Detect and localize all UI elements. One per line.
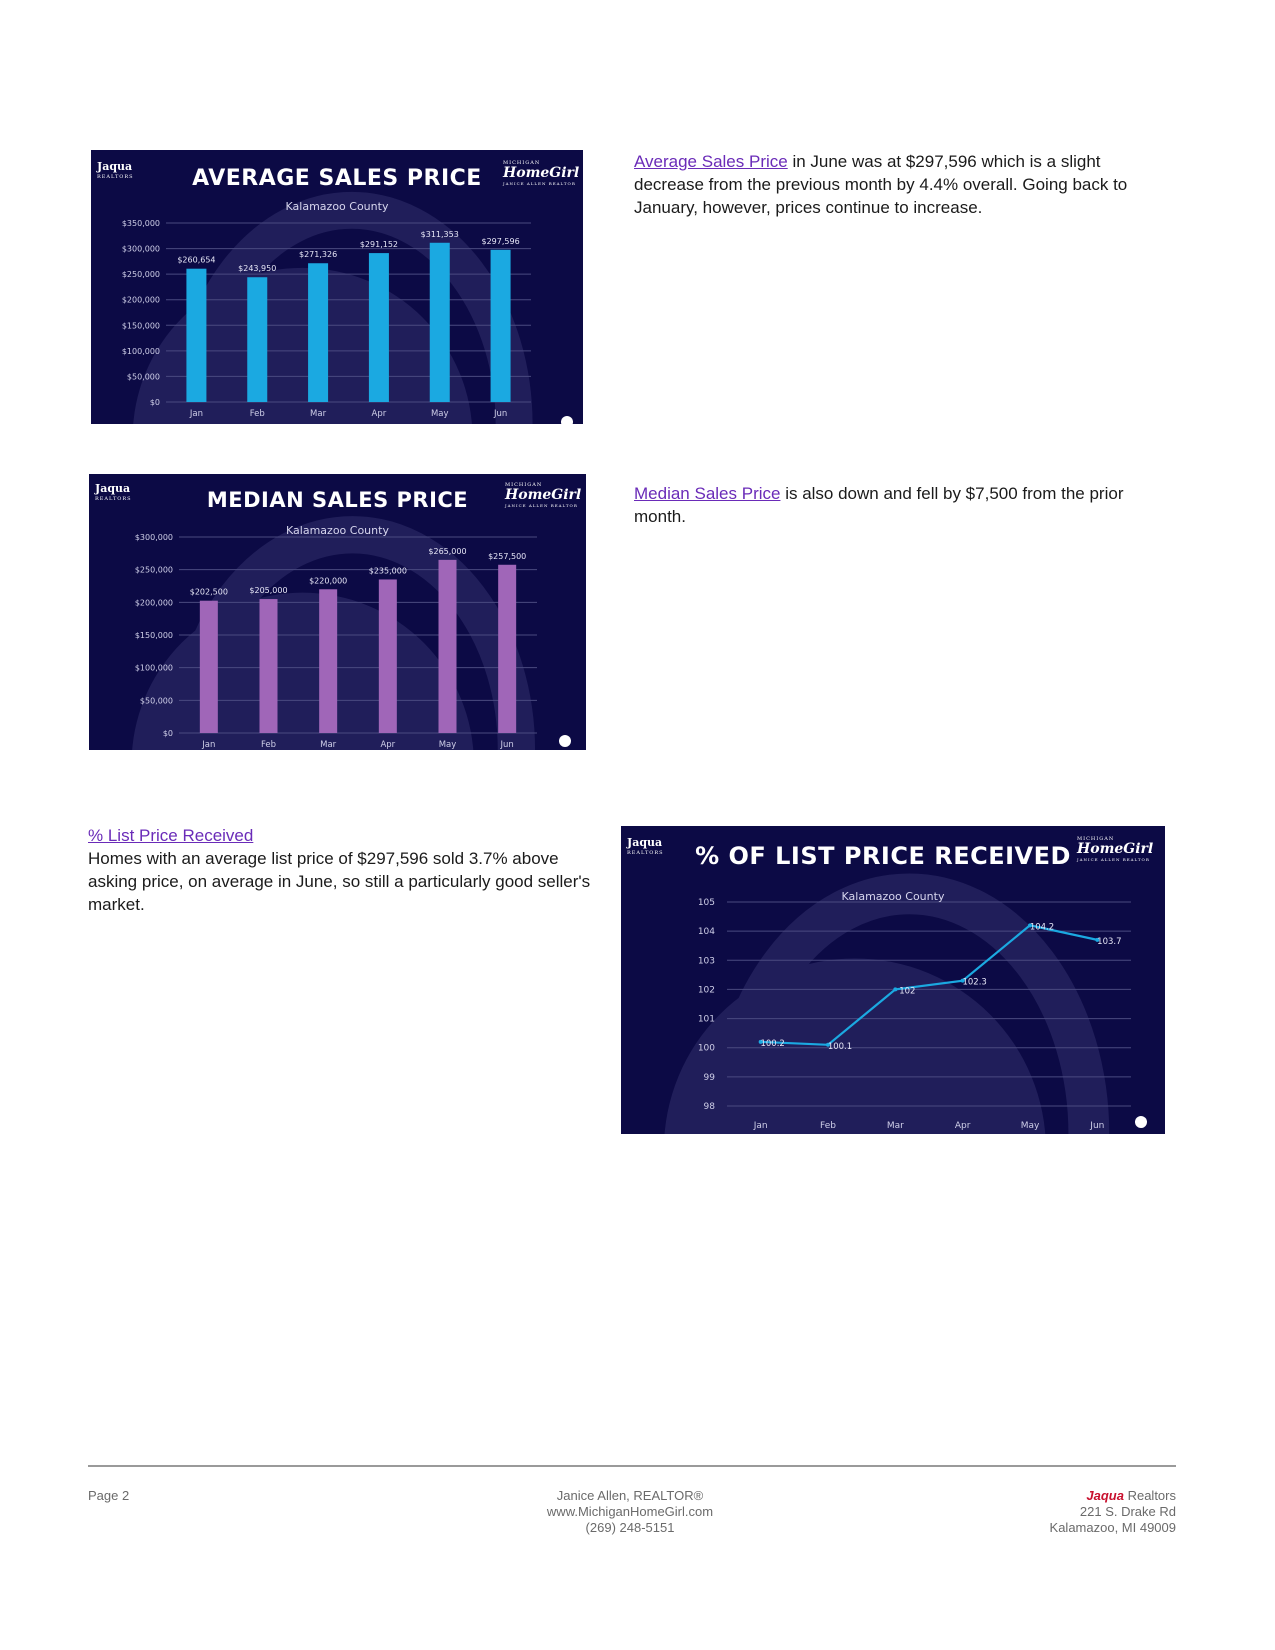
chart-subtitle: Kalamazoo County bbox=[841, 890, 945, 903]
footer-divider bbox=[88, 1465, 1176, 1467]
bar bbox=[498, 565, 516, 733]
data-label: $257,500 bbox=[488, 551, 527, 561]
y-tick-label: $300,000 bbox=[134, 533, 173, 542]
data-label: 100.2 bbox=[760, 1038, 785, 1049]
x-tick-label: Jan bbox=[753, 1121, 768, 1131]
y-tick-label: $50,000 bbox=[126, 372, 160, 382]
bar bbox=[430, 243, 450, 402]
y-tick-label: $50,000 bbox=[139, 696, 173, 706]
average-sales-price-link[interactable]: Average Sales Price bbox=[634, 152, 788, 171]
data-label: 100.1 bbox=[827, 1041, 853, 1052]
list-price-received-link[interactable]: % List Price Received bbox=[88, 826, 254, 845]
bar bbox=[247, 277, 267, 402]
x-tick-label: Jun bbox=[493, 409, 508, 419]
y-tick-label: 103 bbox=[697, 956, 715, 967]
chart-title: MEDIAN SALES PRICE bbox=[206, 488, 469, 512]
y-tick-label: 99 bbox=[703, 1072, 715, 1083]
chart-title: % OF LIST PRICE RECEIVED bbox=[695, 842, 1071, 870]
x-tick-label: Jan bbox=[189, 409, 203, 419]
y-tick-label: 105 bbox=[697, 898, 715, 908]
slide-indicator-dot bbox=[559, 735, 571, 747]
y-tick-label: $100,000 bbox=[134, 663, 173, 673]
data-label: 102 bbox=[899, 986, 916, 997]
x-tick-label: Feb bbox=[260, 740, 277, 750]
office-street: 221 S. Drake Rd bbox=[1079, 1504, 1176, 1519]
chart-subtitle: Kalamazoo County bbox=[285, 200, 389, 213]
data-label: $271,326 bbox=[298, 250, 338, 260]
x-tick-label: Mar bbox=[886, 1121, 904, 1131]
data-label: $243,950 bbox=[238, 264, 277, 274]
list-price-received-text: Homes with an average list price of $297,596 sold 3.7% above asking price, on average in June, so still a particularly good seller's market. bbox=[88, 849, 591, 914]
bar bbox=[260, 599, 278, 733]
y-tick-label: $350,000 bbox=[121, 219, 160, 228]
bar bbox=[308, 263, 328, 402]
list-price-received-chart bbox=[621, 826, 1165, 1134]
y-tick-label: $200,000 bbox=[121, 295, 160, 305]
bar bbox=[439, 560, 457, 733]
median-sales-price-text: is also down and fell by $7,500 from the prior month. bbox=[634, 484, 1124, 526]
data-label: $291,152 bbox=[359, 240, 399, 250]
x-tick-label: Jan bbox=[202, 740, 216, 750]
average-sales-price-paragraph bbox=[634, 150, 1174, 219]
chart-title: AVERAGE SALES PRICE bbox=[192, 166, 482, 191]
office-city: Kalamazoo, MI 49009 bbox=[1049, 1520, 1176, 1535]
y-tick-label: $100,000 bbox=[121, 346, 160, 356]
list-price-received-paragraph bbox=[88, 824, 608, 916]
y-tick-label: $200,000 bbox=[134, 598, 173, 608]
x-tick-label: Apr bbox=[954, 1121, 971, 1131]
data-label: $297,596 bbox=[481, 236, 520, 246]
homegirl-logo: MICHIGAN HomeGirl JANICE ALLEN REALTOR bbox=[505, 482, 582, 508]
x-tick-label: Feb bbox=[249, 409, 265, 419]
bar bbox=[369, 253, 389, 402]
bar bbox=[200, 601, 218, 733]
median-sales-price-paragraph bbox=[634, 482, 1174, 528]
data-label: $265,000 bbox=[428, 546, 467, 556]
x-tick-label: May bbox=[430, 409, 449, 419]
footer-office-info bbox=[966, 1488, 1176, 1536]
y-tick-label: $250,000 bbox=[121, 270, 160, 280]
data-point bbox=[893, 987, 897, 991]
y-tick-label: 104 bbox=[697, 927, 715, 938]
x-tick-label: Mar bbox=[310, 409, 327, 419]
x-tick-label: Jun bbox=[500, 740, 514, 750]
jaqua-logo: Jaqua REALTORS bbox=[97, 160, 134, 180]
y-tick-label: 102 bbox=[697, 985, 715, 996]
slide-indicator-dot bbox=[1135, 1116, 1147, 1128]
average-sales-price-text: in June was at $297,596 which is a slight decrease from the previous month by 4.4% overall. Going back to January, however, prices continue to increase. bbox=[634, 152, 1128, 217]
x-tick-label: Jun bbox=[1090, 1121, 1105, 1131]
y-tick-label: $150,000 bbox=[134, 631, 173, 640]
data-label: 103.7 bbox=[1097, 936, 1122, 947]
bar bbox=[319, 589, 337, 733]
y-tick-label: $0 bbox=[162, 729, 173, 738]
slide-indicator-dot bbox=[561, 416, 573, 424]
x-tick-label: May bbox=[438, 740, 457, 750]
median-sales-price-link[interactable]: Median Sales Price bbox=[634, 484, 781, 503]
agent-website: www.MichiganHomeGirl.com bbox=[546, 1504, 714, 1519]
x-tick-label: Apr bbox=[371, 409, 387, 419]
x-tick-label: May bbox=[1020, 1121, 1040, 1131]
data-label: 104.2 bbox=[1029, 922, 1055, 933]
homegirl-logo: MICHIGAN HomeGirl JANICE ALLEN REALTOR bbox=[503, 160, 580, 186]
chart-subtitle: Kalamazoo County bbox=[286, 524, 389, 537]
data-label: $205,000 bbox=[249, 586, 288, 596]
jaqua-logo: Jaqua REALTORS bbox=[627, 836, 664, 856]
homegirl-logo: MICHIGAN HomeGirl JANICE ALLEN REALTOR bbox=[1077, 836, 1154, 862]
data-label: $311,353 bbox=[420, 229, 459, 239]
bar bbox=[186, 269, 206, 402]
y-tick-label: $300,000 bbox=[121, 244, 160, 254]
bar bbox=[491, 250, 511, 402]
office-name: Jaqua Realtors bbox=[1086, 1488, 1176, 1503]
footer-page-number: Page 2 bbox=[88, 1488, 130, 1503]
jaqua-logo: Jaqua REALTORS bbox=[95, 482, 132, 502]
y-tick-label: 98 bbox=[703, 1102, 715, 1112]
median-sales-price-chart bbox=[89, 474, 586, 750]
y-tick-label: $250,000 bbox=[134, 565, 173, 575]
data-label: $235,000 bbox=[368, 566, 407, 576]
x-tick-label: Mar bbox=[320, 740, 337, 750]
y-tick-label: 100 bbox=[697, 1043, 715, 1054]
data-label: $260,654 bbox=[177, 255, 216, 265]
average-sales-price-chart bbox=[91, 150, 583, 424]
agent-name: Janice Allen, REALTOR® bbox=[556, 1488, 704, 1503]
x-tick-label: Apr bbox=[380, 740, 396, 750]
agent-phone: (269) 248-5151 bbox=[585, 1520, 675, 1535]
data-label: $202,500 bbox=[189, 587, 228, 597]
bar bbox=[379, 579, 397, 733]
footer-agent-info bbox=[480, 1488, 780, 1536]
y-tick-label: 101 bbox=[697, 1014, 715, 1025]
x-tick-label: Feb bbox=[820, 1121, 836, 1131]
y-tick-label: $0 bbox=[149, 398, 160, 407]
data-label: $220,000 bbox=[309, 576, 348, 586]
y-tick-label: $150,000 bbox=[121, 321, 160, 331]
data-label: 102.3 bbox=[962, 977, 987, 988]
